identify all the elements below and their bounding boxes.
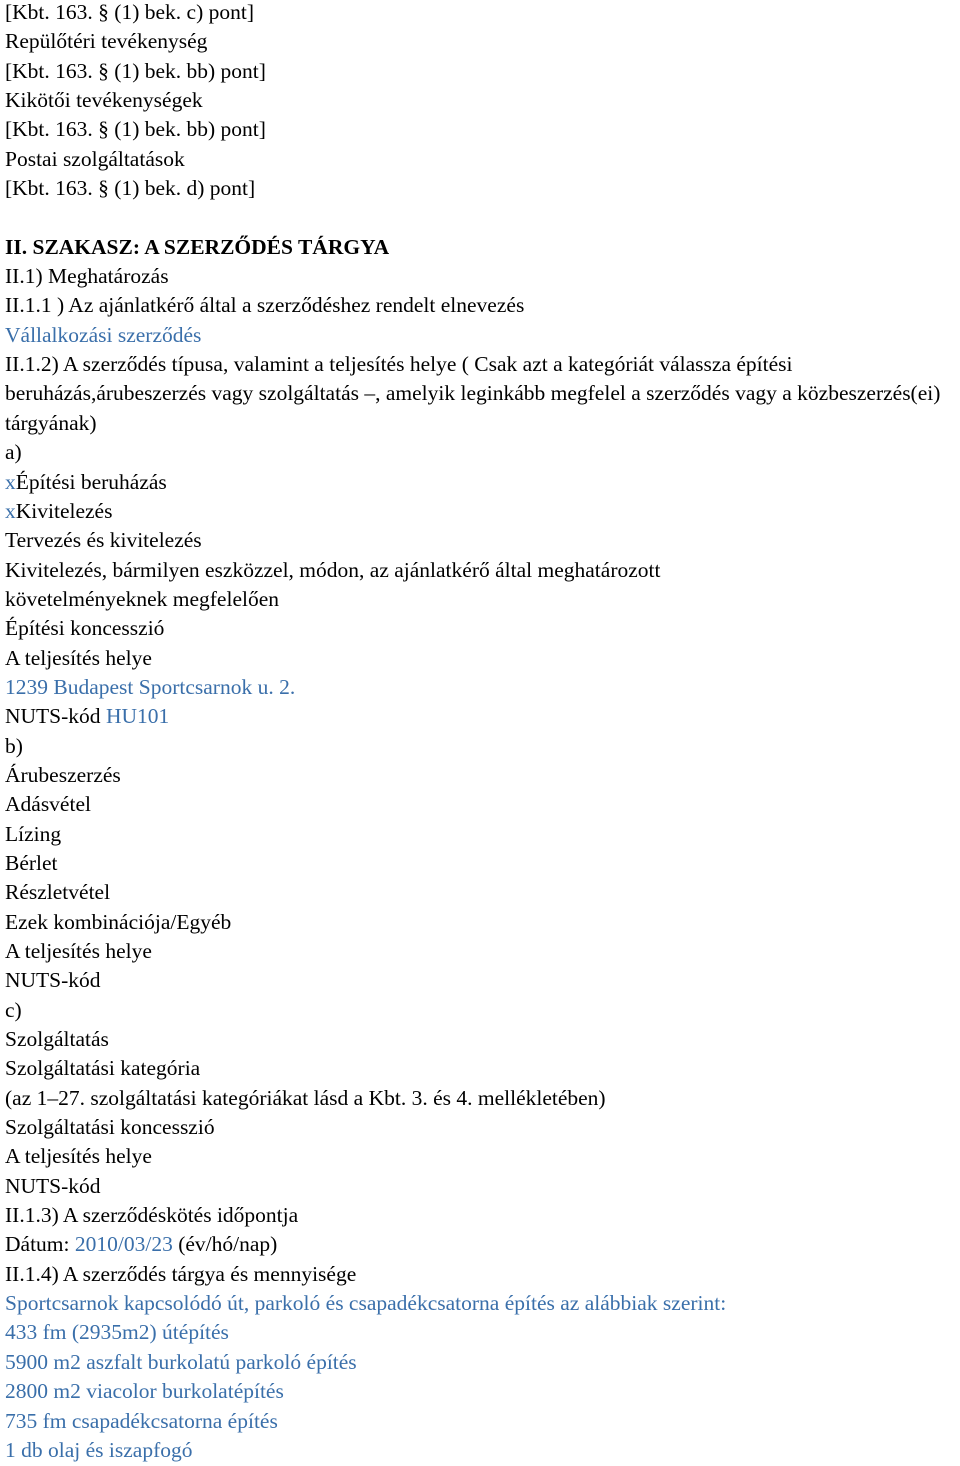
activity-line: Repülőtéri tevékenység [5,29,208,54]
services-concession: Szolgáltatási koncesszió [5,1115,215,1140]
quantity-line: 735 fm csapadékcsatorna építés [5,1408,278,1433]
kbt-reference-line: [Kbt. 163. § (1) bek. c) pont] [5,0,254,24]
heading-ii-1-2-text: A szerződés típusa, valamint a teljesítés helye ( Csak azt a kategóriát válassza építési beruházás,árubeszerzés vagy szolgáltatás –, amelyik leginkább megfelel a szerződés vagy a közbeszerzés(ei) tárgyának) [5,352,941,435]
works-nuts-line [5,702,955,731]
works-nuts-label: NUTS-kód [5,704,101,729]
works-construction-option [5,468,955,497]
works-design-execution-option: Tervezés és kivitelezés [5,528,202,553]
kbt-reference-list [5,0,955,203]
heading-ii-1-2 [5,350,955,438]
heading-ii-1-1: II.1.1 ) Az ajánlatkérő által a szerződéshez rendelt elnevezés [5,293,525,318]
kbt-reference-line: [Kbt. 163. § (1) bek. bb) pont] [5,117,266,142]
activity-line: Kikötői tevékenységek [5,88,203,113]
works-execution-label: Kivitelezés [15,498,113,523]
quantity-line: Sportcsarnok kapcsolódó út, parkoló és csapadékcsatorna építés az alábbiak szerint: [5,1291,727,1316]
contract-name-value: Vállalkozási szerződés [5,322,202,347]
section-title: II. SZAKASZ: A SZERZŐDÉS TÁRGYA [5,234,390,259]
works-concession-option: Építési koncesszió [5,616,165,641]
kbt-reference-line: [Kbt. 163. § (1) bek. d) pont] [5,176,256,201]
supplies-item-lease: Lízing [5,821,62,846]
works-place-label: A teljesítés helye [5,645,152,670]
quantity-line: 1 db olaj és iszapfogó [5,1437,193,1462]
supplies-title: Árubeszerzés [5,762,121,787]
heading-ii-1-2-prefix: II.1.2) [5,352,59,377]
date-value: 2010/03/23 [74,1232,173,1257]
date-format: (év/hó/nap) [178,1232,278,1257]
check-mark: x [5,498,16,523]
supplies-item-combination: Ezek kombinációja/Egyéb [5,909,232,934]
services-category-label: Szolgáltatási kategória [5,1056,201,1081]
contract-date-line [5,1230,955,1259]
services-nuts-label: NUTS-kód [5,1173,101,1198]
supplies-item-purchase: Adásvétel [5,792,91,817]
spacer [5,203,955,232]
kbt-reference-line: [Kbt. 163. § (1) bek. bb) pont] [5,58,266,83]
works-execution-option [5,497,955,526]
works-place-value: 1239 Budapest Sportcsarnok u. 2. [5,674,296,699]
check-mark: x [5,469,16,494]
quantity-line: 2800 m2 viacolor burkolatépítés [5,1379,284,1404]
heading-ii-1-4: II.1.4) A szerződés tárgya és mennyisége [5,1261,357,1286]
option-c-label: c) [5,997,22,1022]
activity-line: Postai szolgáltatások [5,146,185,171]
services-category-note: (az 1–27. szolgáltatási kategóriákat lásd a Kbt. 3. és 4. mellékletében) [5,1085,606,1110]
services-place-label: A teljesítés helye [5,1144,152,1169]
heading-ii-1: II.1) Meghatározás [5,264,169,289]
date-label: Dátum: [5,1232,70,1257]
option-a-label: a) [5,440,22,465]
supplies-item-rental: Bérlet [5,850,58,875]
works-nuts-value: HU101 [105,704,170,729]
supplies-nuts-label: NUTS-kód [5,968,101,993]
option-b-label: b) [5,733,23,758]
quantity-list [5,1289,955,1465]
supplies-item-hire-purchase: Részletvétel [5,880,111,905]
quantity-line: 433 fm (2935m2) útépítés [5,1320,229,1345]
services-title: Szolgáltatás [5,1027,109,1052]
quantity-line: 5900 m2 aszfalt burkolatú parkoló építés [5,1349,357,1374]
works-construction-label: Építési beruházás [15,469,167,494]
supplies-place-label: A teljesítés helye [5,939,152,963]
document-page [5,0,955,1465]
works-execution-any-means-option: Kivitelezés, bármilyen eszközzel, módon, az ajánlatkérő által meghatározott követelményeknek megfelelően [5,557,661,611]
heading-ii-1-3: II.1.3) A szerződéskötés időpontja [5,1203,299,1228]
